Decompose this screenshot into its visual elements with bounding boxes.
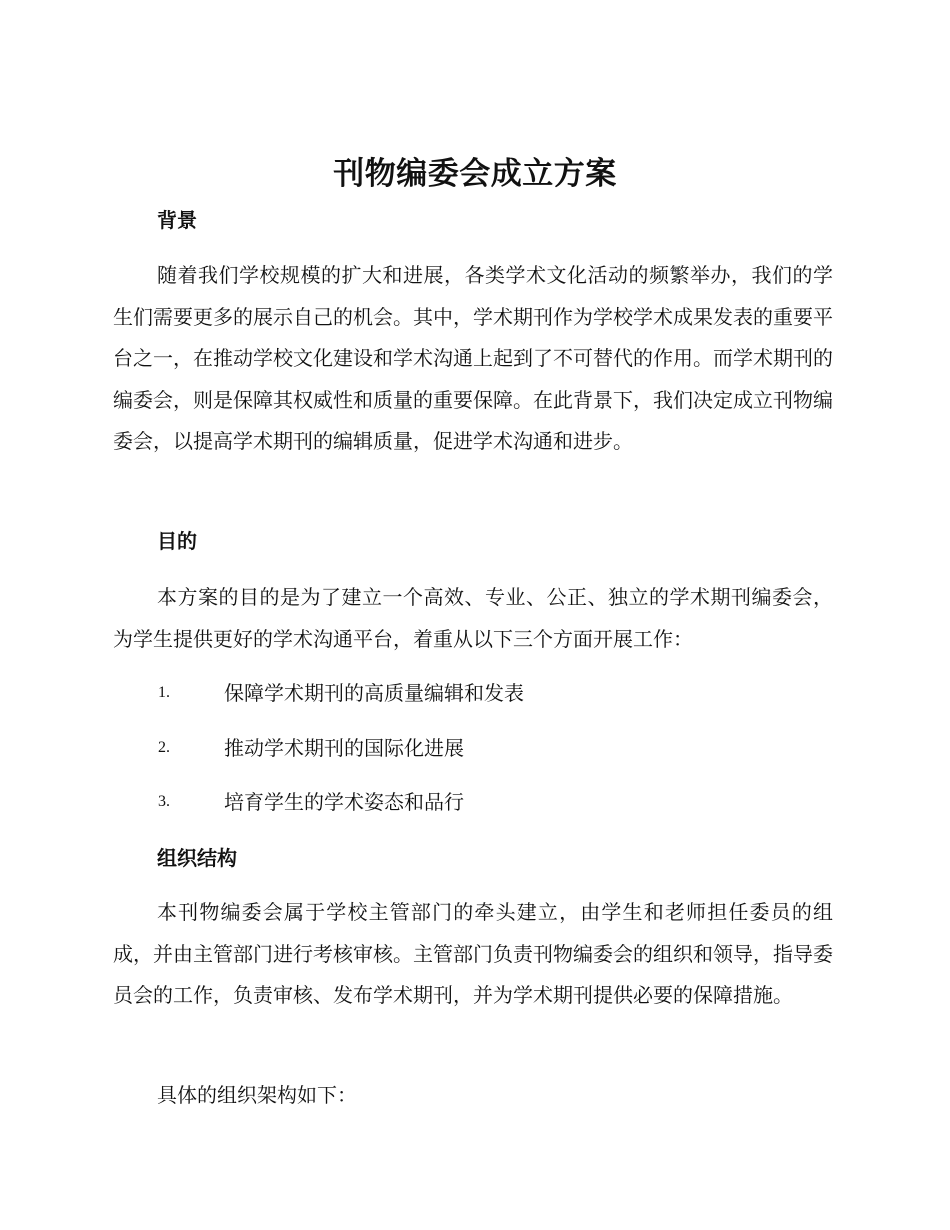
structure-closing-line: 具体的组织架构如下：: [157, 1083, 357, 1107]
list-item-number: 1.: [158, 684, 170, 701]
section-heading-purpose: 目的: [157, 529, 197, 553]
document-title: 刊物编委会成立方案: [333, 156, 617, 192]
structure-paragraph: 本刊物编委会属于学校主管部门的牵头建立，由学生和老师担任委员的组成，并由主管部门进行考核审核。主管部门负责刊物编委会的组织和领导，指导委员会的工作，负责审核、发布学术期刊，并为学术期刊提供必要的保障措施。: [113, 900, 833, 1008]
background-paragraph: 随着我们学校规模的扩大和进展，各类学术文化活动的频繁举办，我们的学生们需要更多的展示自己的机会。其中，学术期刊作为学校学术成果发表的重要平台之一，在推动学校文化建设和学术沟通上起到了不可替代的作用。而学术期刊的编委会，则是保障其权威性和质量的重要保障。在此背景下，我们决定成立刊物编委会，以提高学术期刊的编辑质量，促进学术沟通和进步。: [113, 263, 833, 454]
list-item-number: 2.: [158, 739, 170, 756]
list-item-text: 保障学术期刊的高质量编辑和发表: [224, 681, 524, 705]
list-item-text: 推动学术期刊的国际化进展: [224, 736, 464, 760]
purpose-paragraph: 本方案的目的是为了建立一个高效、专业、公正、独立的学术期刊编委会，为学生提供更好的学术沟通平台，着重从以下三个方面开展工作：: [113, 585, 833, 651]
list-item-text: 培育学生的学术姿态和品行: [224, 790, 464, 814]
list-item: [158, 732, 838, 766]
section-heading-background: 背景: [157, 208, 197, 232]
list-item: [158, 677, 838, 711]
list-item-number: 3.: [158, 793, 170, 810]
section-heading-structure: 组织结构: [157, 846, 237, 870]
list-item: [158, 786, 838, 820]
